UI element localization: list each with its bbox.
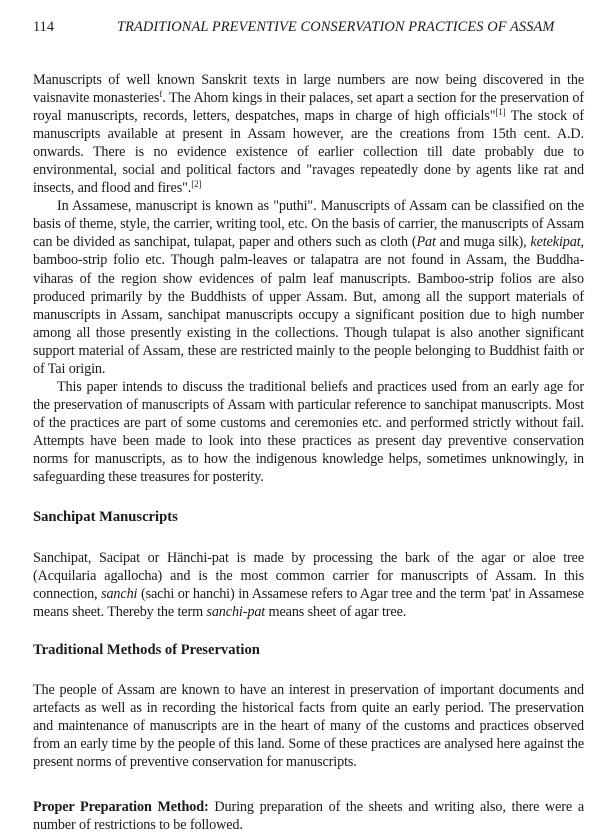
para2-italic-ketekipat: ketekipat bbox=[530, 234, 581, 251]
running-header bbox=[33, 18, 584, 36]
para4-italic-sanchi-pat: sanchi-pat bbox=[206, 604, 266, 621]
section-heading-sanchipat-manuscripts: Sanchipat Manuscripts bbox=[33, 509, 178, 526]
citation-marker-2: [2] bbox=[191, 179, 202, 190]
paragraph-puthi-classification bbox=[33, 197, 584, 377]
running-title: TRADITIONAL PREVENTIVE CONSERVATION PRACTICES OF ASSAM bbox=[117, 19, 555, 35]
para1-text-1: Manuscripts of well known Sanskrit texts in large numbers are now being discovered in the vaisnavite monasteries bbox=[33, 72, 584, 107]
para1-text-2: . The Ahom kings in their palaces, set apart a section for the preservation of royal manuscripts, records, letters, despatches, maps in charge of high officials" bbox=[33, 90, 584, 125]
paragraph-paper-intent: This paper intends to discuss the traditional beliefs and practices used from an early age for the preservation of manuscripts of Assam with particular reference to sanchipat manuscripts. Most of the practices are part of some customs and ceremonies etc. and performed strictly without fail. Attempts have been made to look into these practices as present day preventive conservation norms for manuscripts, as to how the indigenous knowledge helps, sometimes unknowingly, in safeguarding these treasures for posterity. bbox=[33, 378, 584, 486]
para4-text-3: means sheet of agar tree. bbox=[265, 604, 407, 621]
para2-text-3: , bamboo-strip folio etc. Though palm-leaves or talapatra are not found in Assam, the Buddha-viharas of the region show evidences of palm leaf manuscripts. Bamboo-strip folios are also produced primarily by the Buddhists of upper Assam. But, among all the support materials of manuscripts in Assam, sanchipat manuscripts occupy a significant position due to high number among all those presently existing in the collections. Though tulapat is also another significant support material of Assam, these are restricted mainly to the people belonging to Buddhist faith or of Tai origin. bbox=[33, 234, 584, 377]
citation-marker-1: [1] bbox=[495, 107, 506, 118]
page-number: 114 bbox=[33, 19, 55, 35]
footnote-marker-f: f bbox=[159, 89, 163, 100]
para4-italic-sanchi: sanchi bbox=[101, 586, 138, 603]
paragraph-preservation-interest: The people of Assam are known to have an interest in preservation of important documents and artefacts as well as in recording the historical facts from quite an early period. The preservation and maintenance of manuscripts are in the heart of many of the customs and practices observed from an early time by the people of this land. Some of these practices are analysed here against the present norms of preventive conservation for manuscripts. bbox=[33, 682, 584, 771]
paragraph-sanchipat-description bbox=[33, 549, 584, 621]
paragraph-vaisnavite-manuscripts bbox=[33, 71, 584, 197]
para2-italic-pat: Pat bbox=[416, 234, 436, 251]
para6-text: During preparation of the sheets and writing also, there were a number of restrictions to be followed. bbox=[33, 798, 584, 833]
para4-text-1: Sanchipat, Sacipat or Hänchi-pat is made by processing the bark of the agar or aloe tree (Acquilaria agallocha) and is the most common carrier for manuscripts of Assam. In this connection, bbox=[33, 550, 584, 603]
para4-text-2: (sachi or hanchi) in Assamese refers to Agar tree and the term 'pat' in Assamese means sheet. Thereby the term bbox=[33, 586, 584, 621]
para2-text-1: In Assamese, manuscript is known as "puthi". Manuscripts of Assam can be classified on the basis of theme, style, the carrier, writing tool, etc. On the basis of carrier, the manuscripts of Assam can be divided as sanchipat, tulapat, paper and others such as cloth ( bbox=[33, 198, 584, 251]
para1-text-3: The stock of manuscripts available at present in Assam however, are the creations from 15th cent. A.D. onwards. There is no evidence existence of earlier collection till date probably due to environmental, social and political factors and "ravages repeatedly done by agents like rat and insects, and flood and fires". bbox=[33, 108, 584, 197]
paragraph-proper-preparation bbox=[33, 798, 584, 834]
para2-text-2: and muga silk), bbox=[435, 234, 531, 251]
run-in-heading-proper-preparation: Proper Preparation Method: bbox=[33, 798, 209, 815]
section-heading-traditional-methods: Traditional Methods of Preservation bbox=[33, 642, 260, 659]
